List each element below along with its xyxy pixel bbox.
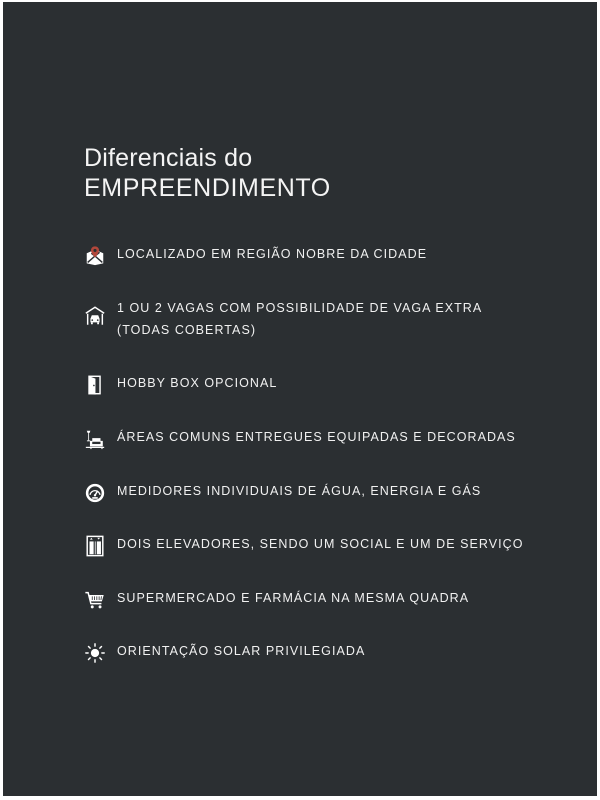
door-icon <box>82 372 108 398</box>
furniture-icon <box>82 426 108 452</box>
feature-text: DOIS ELEVADORES, SENDO UM SOCIAL E UM DE SERVIÇO <box>117 537 524 551</box>
feature-text: LOCALIZADO EM REGIÃO NOBRE DA CIDADE <box>117 247 428 261</box>
feature-text-line-1: 1 OU 2 VAGAS COM POSSIBILIDADE DE VAGA EXTRA <box>117 301 483 315</box>
feature-item-common-areas <box>82 426 516 452</box>
feature-text: ORIENTAÇÃO SOLAR PRIVILEGIADA <box>117 644 366 658</box>
feature-item-elevators <box>82 533 524 559</box>
feature-text: ÁREAS COMUNS ENTREGUES EQUIPADAS E DECORADAS <box>117 430 516 444</box>
feature-text: MEDIDORES INDIVIDUAIS DE ÁGUA, ENERGIA E GÁS <box>117 484 482 498</box>
feature-item-hobby-box <box>82 372 277 398</box>
location-pin-map-icon <box>82 243 108 269</box>
gauge-meter-icon <box>82 480 108 506</box>
garage-car-icon <box>82 303 108 329</box>
title-line-2: EMPREENDIMENTO <box>84 174 331 202</box>
feature-text-line-2: (TODAS COBERTAS) <box>117 323 257 337</box>
elevator-icon <box>82 533 108 559</box>
feature-sheet <box>3 2 597 796</box>
feature-item-sun <box>82 640 365 666</box>
feature-text <box>117 297 482 341</box>
title-line-1: Diferenciais do <box>84 144 253 172</box>
feature-item-market <box>82 587 469 613</box>
feature-text: HOBBY BOX OPCIONAL <box>117 376 278 390</box>
shopping-cart-icon <box>82 587 108 613</box>
feature-text: SUPERMERCADO E FARMÁCIA NA MESMA QUADRA <box>117 591 470 605</box>
sun-icon <box>82 640 108 666</box>
feature-item-parking <box>82 297 482 341</box>
page-title <box>84 143 331 203</box>
feature-item-location <box>82 243 427 269</box>
feature-item-meters <box>82 480 481 506</box>
